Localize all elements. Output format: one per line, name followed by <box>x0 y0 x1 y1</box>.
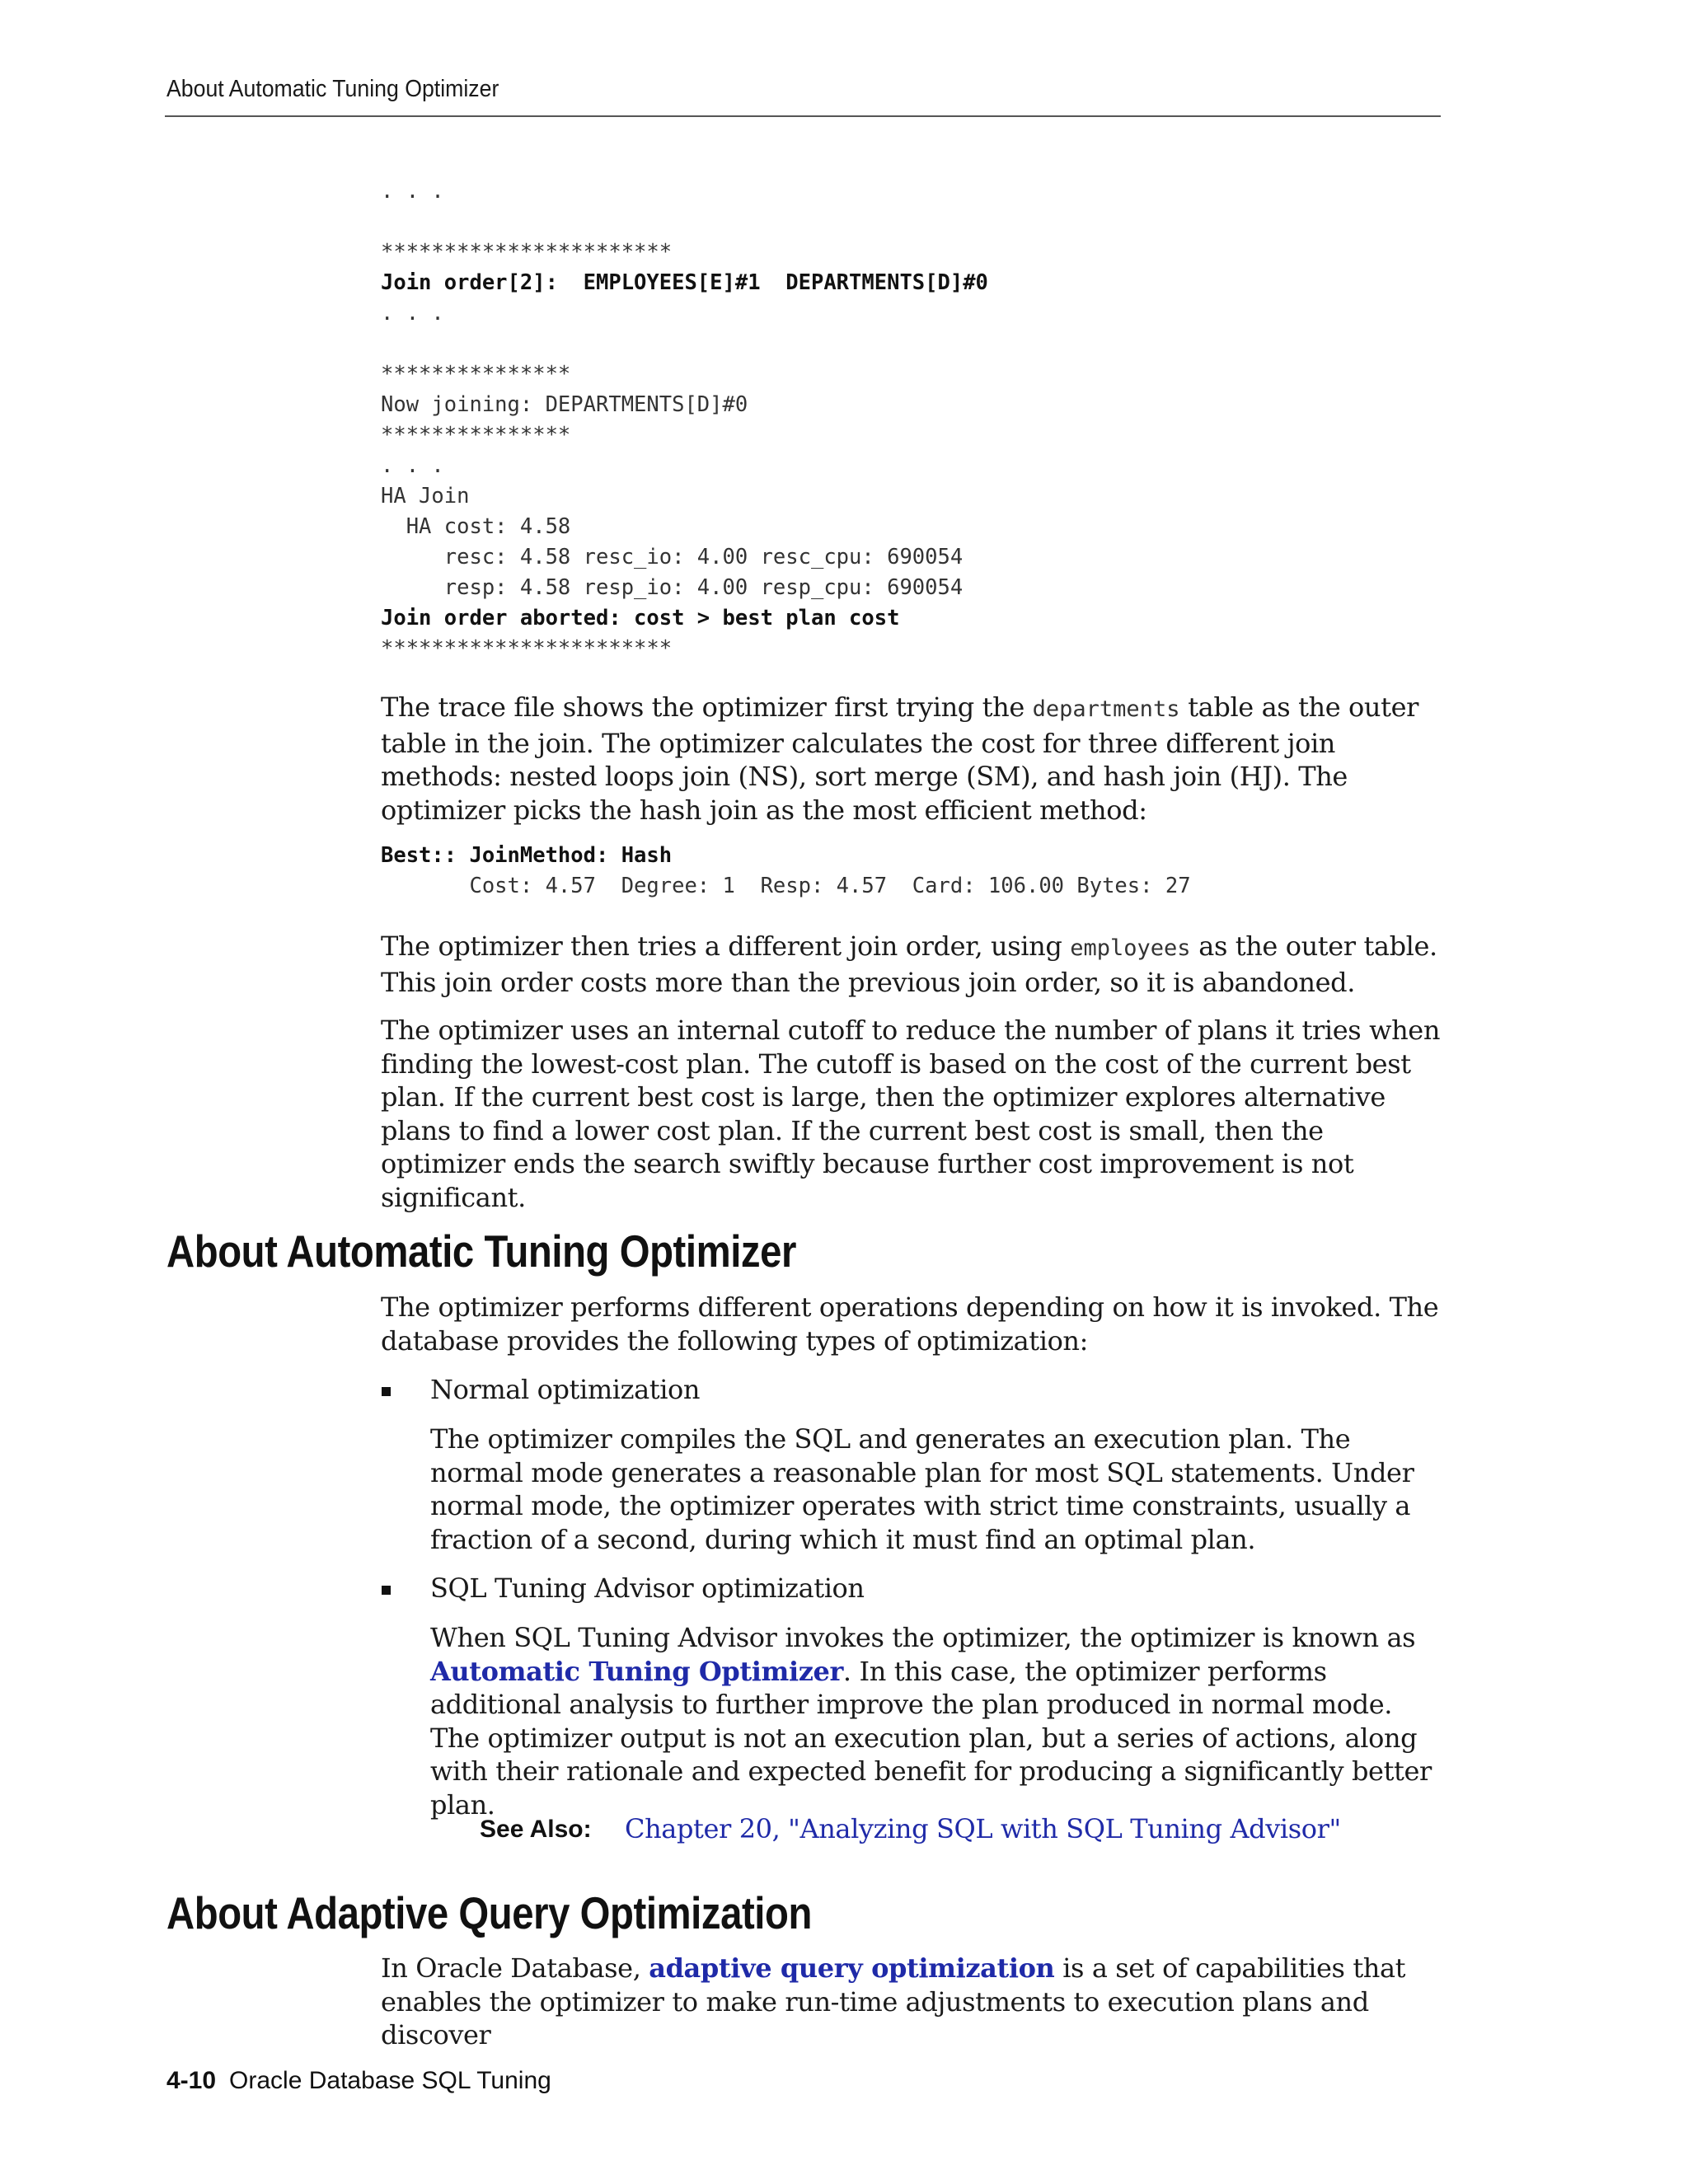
trace-aborted: Join order aborted: cost > best plan cost <box>381 606 900 630</box>
page-footer <box>166 2067 551 2095</box>
trace-ha-join: HA Join <box>381 484 470 509</box>
page-number: 4-10 <box>166 2067 217 2094</box>
running-header: About Automatic Tuning Optimizer <box>166 76 499 102</box>
bullet-marker <box>382 1387 391 1396</box>
trace-join-order: Join order[2]: EMPLOYEES[E]#1 DEPARTMENTS[D]#0 <box>381 270 988 295</box>
trace-excerpt-1 <box>381 176 988 664</box>
paragraph-cutoff: The optimizer uses an internal cutoff to reduce the number of plans it tries when finding the lowest-cost plan. The cutoff is based on the cost of the current best plan. If the current best cost is large, then the optimizer explores alternative plans to find a lower cost plan. If the current best cost is small, then the optimizer ends the search swiftly because further cost improvement is not significant. <box>381 1015 1441 1213</box>
inline-code-departments: departments <box>1032 696 1180 722</box>
trace-ellipsis: . . . <box>381 453 444 478</box>
section-heading-adaptive-query: About Adaptive Query Optimization <box>166 1887 812 1938</box>
header-rule <box>165 115 1441 117</box>
automatic-tuning-optimizer-link[interactable]: Automatic Tuning Optimizer <box>430 1655 843 1687</box>
trace-stars: *********************** <box>381 636 673 661</box>
see-also-label: See Also: <box>480 1816 592 1843</box>
trace-stars: *********************** <box>381 240 673 265</box>
paragraph-adaptive-intro: In Oracle Database, adaptive query optimization is a set of capabilities that enables the optimizer to make run-time adjustments to execution plans and discover <box>381 1952 1406 2050</box>
bullet-text-sql-tuning-advisor: When SQL Tuning Advisor invokes the optimizer, the optimizer is known as Automatic Tuning Optimizer. In this case, the optimizer performs additional analysis to further improve the plan produced in normal mode. The optimizer output is not an execution plan, but a series of actions, along with their rationale and expected benefit for producing a significantly better plan. <box>430 1622 1432 1821</box>
trace-resc: resc: 4.58 resc_io: 4.00 resc_cpu: 690054 <box>381 545 964 569</box>
trace-cost-line: Cost: 4.57 Degree: 1 Resp: 4.57 Card: 106.00 Bytes: 27 <box>381 874 1191 898</box>
trace-ellipsis: . . . <box>381 179 444 204</box>
adaptive-query-optimization-link[interactable]: adaptive query optimization <box>649 1952 1055 1984</box>
trace-stars: *************** <box>381 423 571 448</box>
trace-resp: resp: 4.58 resp_io: 4.00 resp_cpu: 690054 <box>381 575 964 600</box>
bullet-title-normal: Normal optimization <box>430 1374 701 1405</box>
paragraph-optimizer-intro: The optimizer performs different operations depending on how it is invoked. The database provides the following types of optimization: <box>381 1291 1439 1357</box>
see-also-chapter-link[interactable]: Chapter 20, "Analyzing SQL with SQL Tuning Advisor" <box>625 1813 1341 1844</box>
trace-best-method: Best:: JoinMethod: Hash <box>381 843 673 868</box>
bullet-text-normal: The optimizer compiles the SQL and generates an execution plan. The normal mode generates a reasonable plan for most SQL statements. Under normal mode, the optimizer operates with strict time constraints, usually a fraction of a second, during which it must find an optimal plan. <box>430 1423 1414 1555</box>
inline-code-employees: employees <box>1070 935 1191 961</box>
bullet-title-sql-tuning-advisor: SQL Tuning Advisor optimization <box>430 1572 865 1604</box>
trace-stars: *************** <box>381 362 571 387</box>
paragraph-join-order: The optimizer then tries a different join order, using employees as the outer table. This join order costs more than the previous join order, so it is abandoned. <box>381 930 1437 998</box>
trace-now-joining: Now joining: DEPARTMENTS[D]#0 <box>381 392 748 417</box>
bullet-marker <box>382 1586 391 1595</box>
trace-ellipsis: . . . <box>381 301 444 326</box>
trace-ha-cost: HA cost: 4.58 <box>381 514 571 539</box>
paragraph-trace-explanation: The trace file shows the optimizer first trying the departments table as the outer table in the join. The optimizer calculates the cost for three different join methods: nested loops join (NS), sort merge (SM), and hash join (HJ). The optimizer picks the hash join as the most efficient method: <box>381 691 1419 826</box>
section-heading-automatic-tuning: About Automatic Tuning Optimizer <box>166 1226 796 1277</box>
trace-excerpt-2 <box>381 841 1191 902</box>
book-title: Oracle Database SQL Tuning <box>229 2067 551 2094</box>
